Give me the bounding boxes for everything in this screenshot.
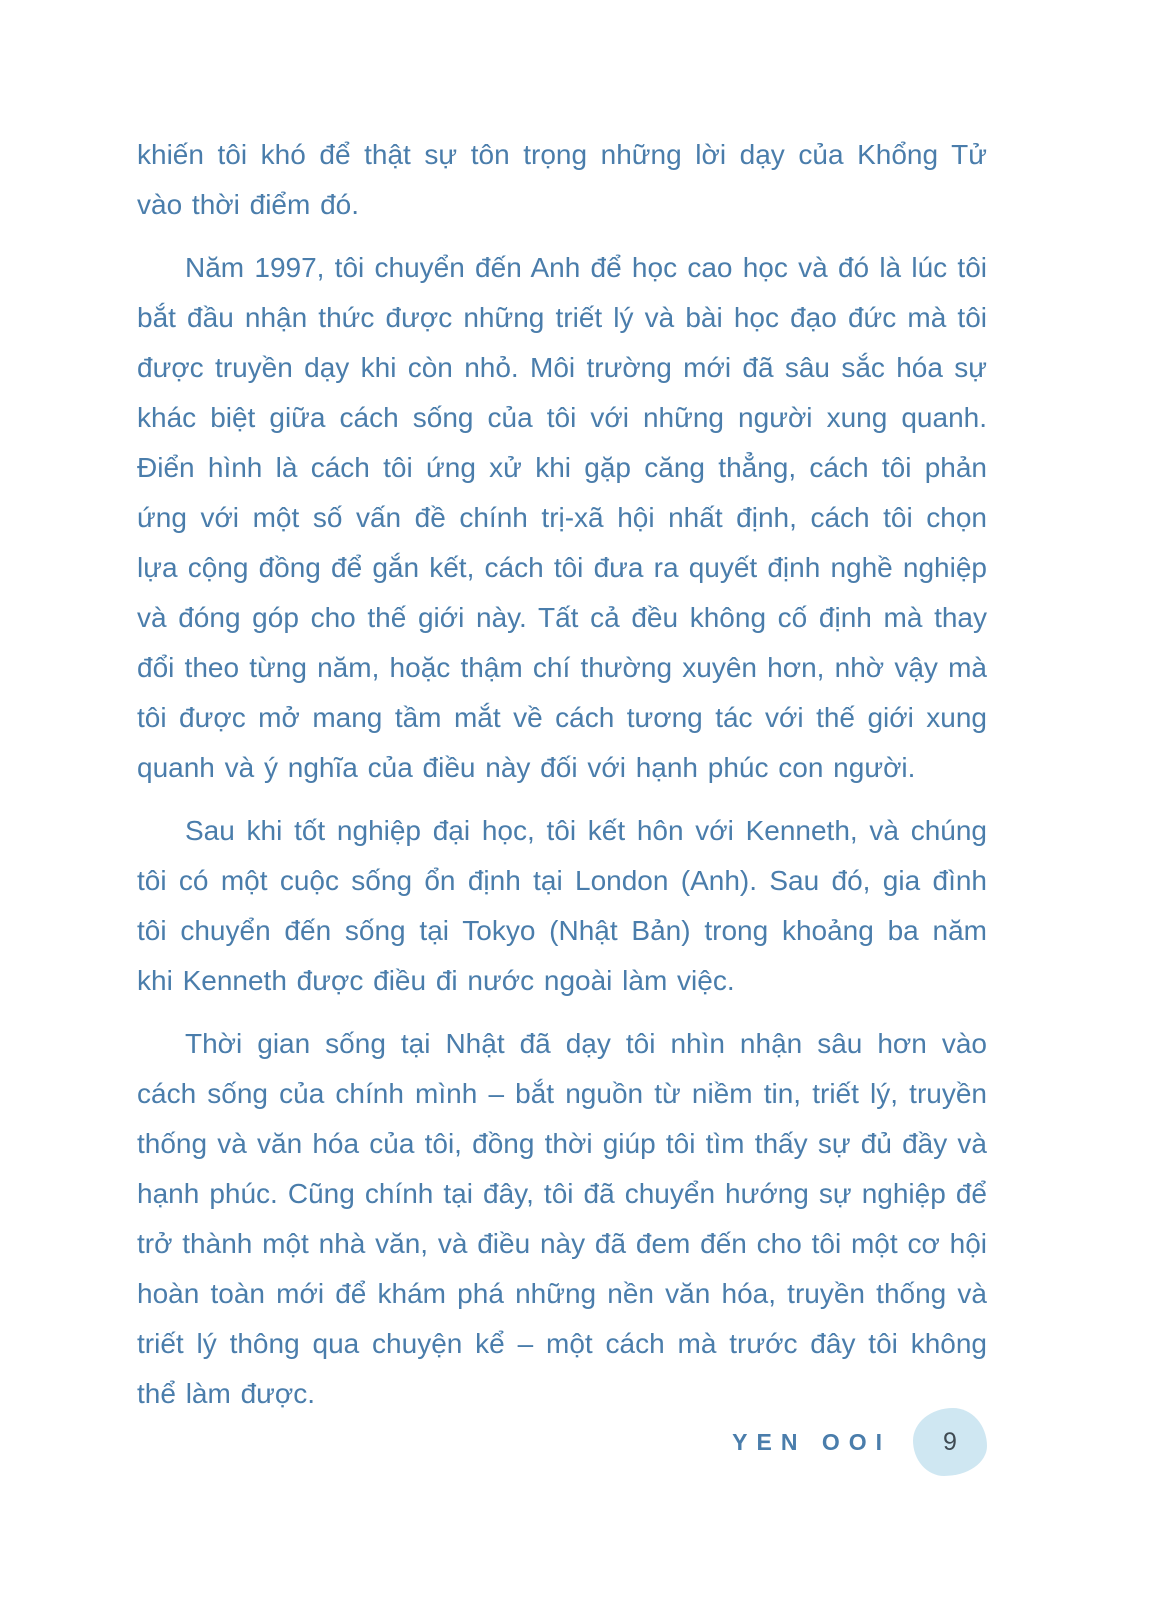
- paragraph: Năm 1997, tôi chuyển đến Anh để học cao học và đó là lúc tôi bắt đầu nhận thức được những triết lý và bài học đạo đức mà tôi được truyền dạy khi còn nhỏ. Môi trường mới đã sâu sắc hóa sự khác biệt giữa cách sống của tôi với những người xung quanh. Điển hình là cách tôi ứng xử khi gặp căng thẳng, cách tôi phản ứng với một số vấn đề chính trị-xã hội nhất định, cách tôi chọn lựa cộng đồng để gắn kết, cách tôi đưa ra quyết định nghề nghiệp và đóng góp cho thế giới này. Tất cả đều không cố định mà thay đổi theo từng năm, hoặc thậm chí thường xuyên hơn, nhờ vậy mà tôi được mở mang tầm mắt về cách tương tác với thế giới xung quanh và ý nghĩa của điều này đối với hạnh phúc con người.: [137, 252, 987, 783]
- page-footer: [137, 1408, 987, 1476]
- paragraph: Thời gian sống tại Nhật đã dạy tôi nhìn nhận sâu hơn vào cách sống của chính mình – bắt nguồn từ niềm tin, triết lý, truyền thống và văn hóa của tôi, đồng thời giúp tôi tìm thấy sự đủ đầy và hạnh phúc. Cũng chính tại đây, tôi đã chuyển hướng sự nghiệp để trở thành một nhà văn, và điều này đã đem đến cho tôi một cơ hội hoàn toàn mới để khám phá những nền văn hóa, truyền thống và triết lý thông qua chuyện kể – một cách mà trước đây tôi không thể làm được.: [137, 1028, 987, 1409]
- page-number: 9: [943, 1427, 957, 1456]
- page-number-badge: [913, 1408, 987, 1476]
- paragraph: khiến tôi khó để thật sự tôn trọng những lời dạy của Khổng Tử vào thời điểm đó.: [137, 139, 987, 220]
- author-name: YEN OOI: [732, 1428, 891, 1455]
- paragraph: Sau khi tốt nghiệp đại học, tôi kết hôn với Kenneth, và chúng tôi có một cuộc sống ổn định tại London (Anh). Sau đó, gia đình tôi chuyển đến sống tại Tokyo (Nhật Bản) trong khoảng ba năm khi Kenneth được điều đi nước ngoài làm việc.: [137, 815, 987, 996]
- page-body-text: [137, 130, 987, 1432]
